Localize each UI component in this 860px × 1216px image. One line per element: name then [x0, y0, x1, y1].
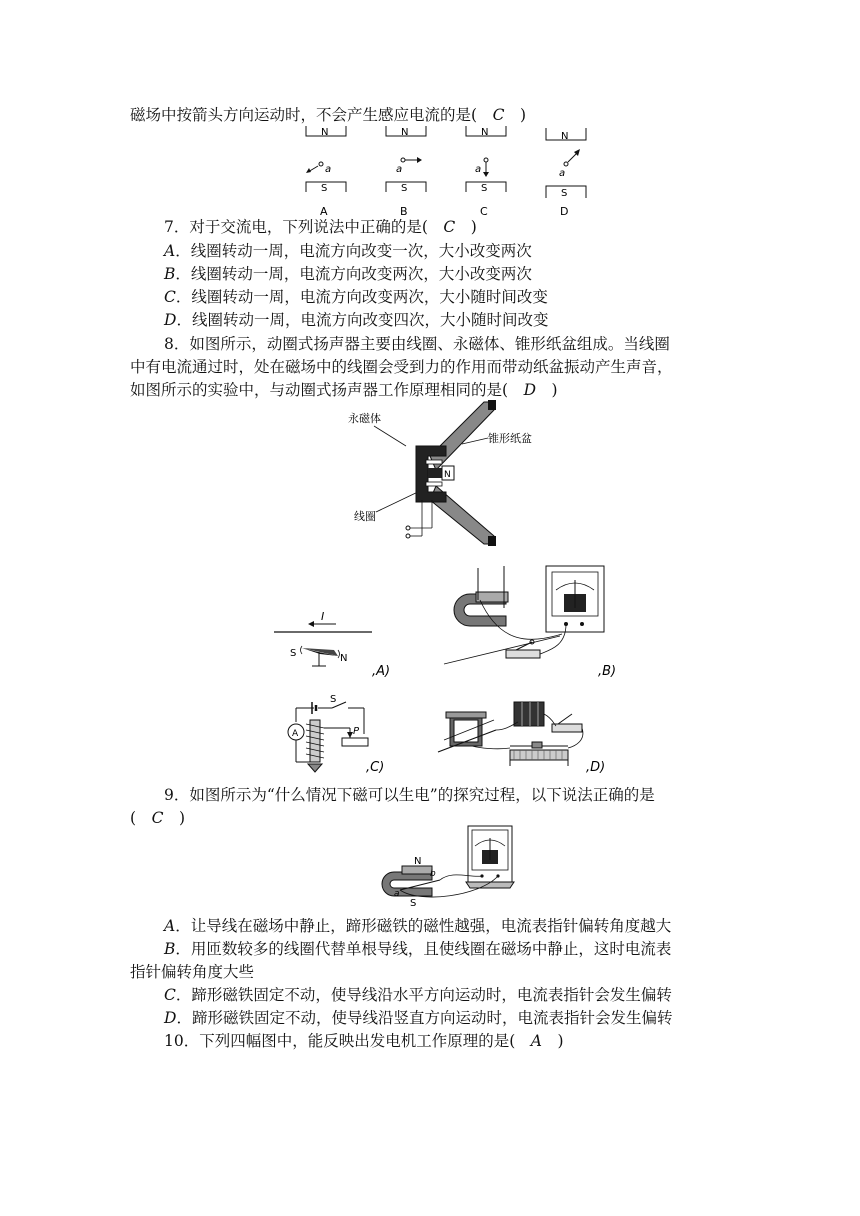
q8-speaker-figure: [346, 400, 532, 550]
needle-s-label: S: [290, 648, 297, 659]
switch-label: S: [330, 694, 337, 705]
q8-stem-line3: 如图所示的实验中，与动圈式扬声器工作原理相同的是( D ): [130, 381, 558, 399]
q8-figure-d: [436, 694, 636, 778]
label-d: D: [560, 205, 569, 218]
coil-label: 线圈: [354, 510, 376, 523]
svg-text:N: N: [481, 127, 489, 138]
ammeter-label: A: [292, 729, 299, 739]
fig-d-tag: ,D): [586, 760, 606, 775]
q9-answer: C: [151, 809, 164, 827]
q9-option-b-cont: 指针偏转角度大些: [130, 963, 255, 981]
svg-text:N: N: [401, 127, 409, 138]
pole-s: S: [321, 183, 328, 194]
fig-c-tag: ,C): [366, 760, 385, 775]
svg-text:a: a: [559, 168, 566, 179]
q9-stem-line1: 9．如图所示为“什么情况下磁可以生电”的探究过程，以下说法正确的是: [164, 786, 655, 804]
label-b: B: [400, 205, 408, 218]
q9-option-d: D．蹄形磁铁固定不动，使导线沿竖直方向运动时，电流表指针会发生偏转: [164, 1009, 673, 1027]
q8-answer: D: [523, 381, 536, 399]
label-c: C: [480, 205, 488, 218]
magnet-label: 永磁体: [348, 412, 381, 425]
fig-b-tag: ,B): [598, 664, 617, 679]
q9-option-c: C．蹄形磁铁固定不动，使导线沿水平方向运动时，电流表指针会发生偏转: [164, 986, 672, 1004]
svg-text:S: S: [481, 183, 488, 194]
q8-stem-line2: 中有电流通过时，处在磁场中的线圈会受到力的作用而带动纸盆振动产生声音，: [130, 358, 673, 376]
q9-pole-n: N: [414, 856, 422, 867]
svg-text:a: a: [475, 164, 482, 175]
slider-label: P: [353, 726, 360, 737]
q8-stem-line1: 8．如图所示，动圈式扬声器主要由线圈、永磁体、锥形纸盆组成。当线圈: [164, 335, 670, 353]
fig-a-tag: ,A): [372, 664, 391, 679]
current-label: I: [321, 610, 325, 623]
q9-stem-line2: ( C ): [130, 809, 185, 827]
q7-option-d: D．线圈转动一周，电流方向改变四次，大小随时间改变: [164, 311, 549, 329]
q9-pole-s: S: [410, 898, 417, 909]
q9-wire-a: a: [394, 889, 400, 899]
q8-figure-b: [440, 564, 626, 684]
q9-figure: [380, 824, 520, 910]
pole-n: N: [321, 127, 329, 138]
q6-diagram-c: [466, 126, 506, 218]
needle-n-label: N: [340, 653, 348, 664]
q9-option-a: A．让导线在磁场中静止，蹄形磁铁的磁性越强，电流表指针偏转角度越大: [164, 917, 672, 935]
q9-wire-b: b: [430, 869, 436, 879]
q6-stem: 磁场中按箭头方向运动时，不会产生感应电流的是( C ): [130, 106, 526, 124]
q6-diagram-d: [546, 128, 586, 218]
q10-answer: A: [530, 1032, 542, 1050]
svg-text:N: N: [561, 131, 569, 142]
q6-diagram-b: [386, 126, 426, 218]
speaker-n-label: N: [444, 470, 451, 480]
q8-figure-c: [282, 692, 392, 778]
q6-diagram-a: [306, 126, 346, 218]
q7-option-a: A．线圈转动一周，电流方向改变一次，大小改变两次: [164, 242, 532, 260]
q7-option-b: B．线圈转动一周，电流方向改变两次，大小改变两次: [164, 265, 532, 283]
q7-stem: 7．对于交流电，下列说法中正确的是( C ): [164, 218, 477, 236]
q7-answer: C: [443, 218, 456, 236]
q6-figure: [290, 124, 600, 220]
label-a: A: [320, 205, 328, 218]
q6-answer: C: [492, 106, 505, 124]
cone-label: 锥形纸盆: [488, 432, 532, 445]
q8-figure-a: [272, 606, 402, 682]
wire-label: a: [325, 164, 332, 175]
q9-option-b: B．用匝数较多的线圈代替单根导线，且使线圈在磁场中静止，这时电流表: [164, 940, 672, 958]
q10-stem: 10．下列四幅图中，能反映出发电机工作原理的是( A ): [164, 1032, 564, 1050]
svg-text:S: S: [401, 183, 408, 194]
svg-text:a: a: [396, 164, 403, 175]
q7-option-c: C．线圈转动一周，电流方向改变两次，大小随时间改变: [164, 288, 548, 306]
svg-text:S: S: [561, 188, 568, 199]
